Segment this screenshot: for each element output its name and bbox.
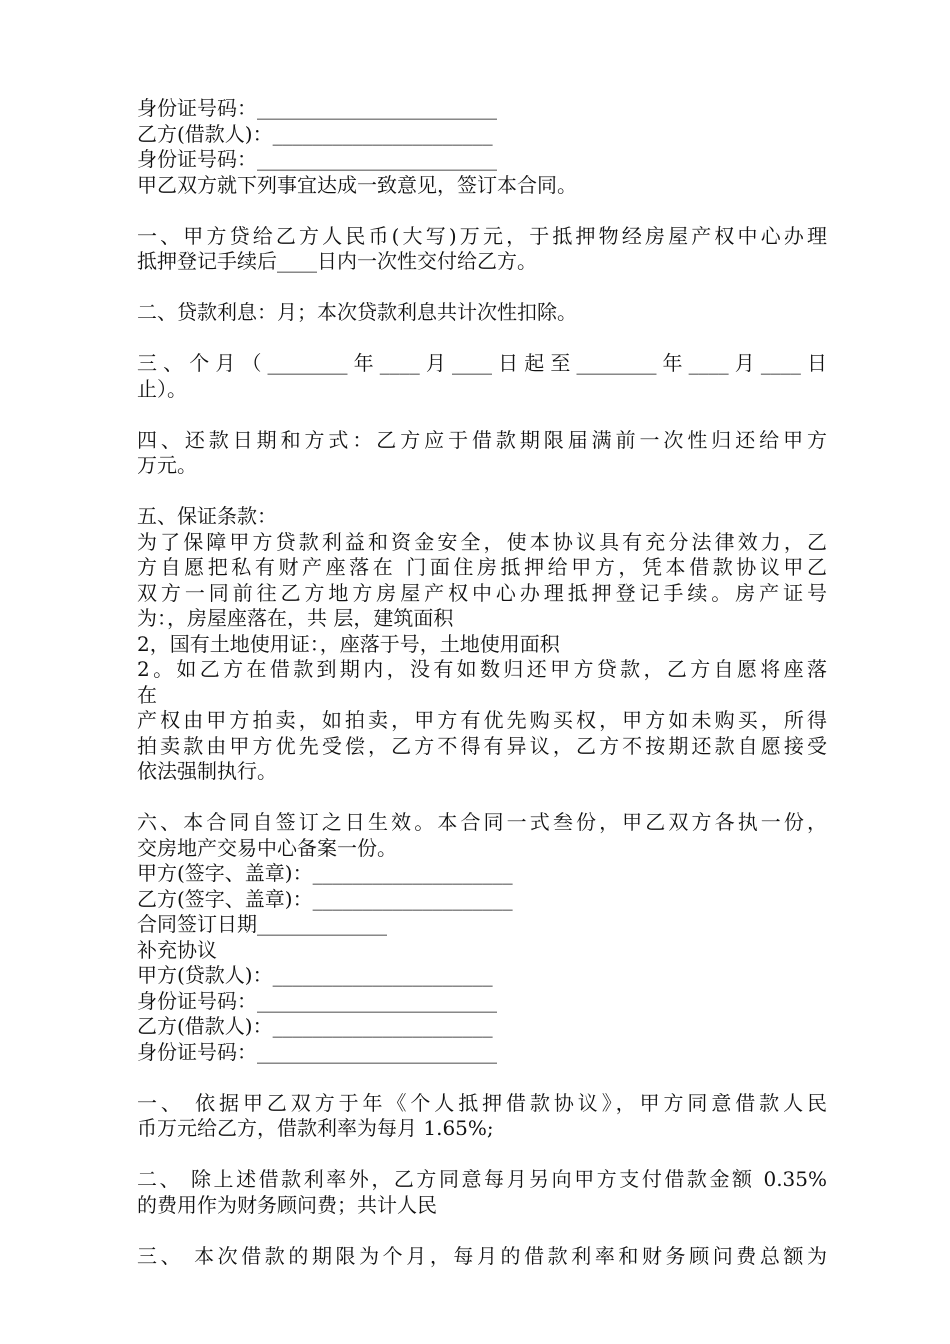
text-line: 在 bbox=[137, 682, 157, 707]
text-line: 甲方(贷款人)：______________________ bbox=[137, 963, 493, 987]
text-line: 一、甲方贷给乙方人民币(大写)万元，于抵押物经房屋产权中心办理 bbox=[137, 223, 827, 248]
text-line: 的费用作为财务顾问费；共计人民 bbox=[137, 1192, 437, 1217]
text-line: 拍卖款由甲方优先受偿，乙方不得有异议，乙方不按期还款自愿接受 bbox=[137, 733, 827, 758]
paragraph-gap bbox=[137, 1218, 827, 1244]
text-line: 止）。 bbox=[137, 376, 187, 401]
text-line: 六、本合同自签订之日生效。本合同一式叁份，甲乙双方各执一份， bbox=[137, 810, 827, 834]
text-line: 甲方(签字、盖章)：____________________ bbox=[137, 861, 513, 885]
text-line: 为了保障甲方贷款利益和资金安全，使本协议具有充分法律效力，乙 bbox=[137, 529, 827, 554]
paragraph-gap bbox=[137, 326, 827, 352]
paragraph-gap bbox=[137, 198, 827, 224]
text-line: 补充协议 bbox=[137, 937, 217, 962]
text-line: 为：，房屋座落在，共 层，建筑面积 bbox=[137, 606, 454, 630]
text-line: 币万元给乙方，借款利率为每月 1.65%; bbox=[137, 1116, 494, 1140]
text-line: 双方一同前往乙方地方房屋产权中心办理抵押登记手续。房产证号 bbox=[137, 580, 827, 605]
text-line: 身份证号码：________________________ bbox=[137, 96, 497, 120]
text-line: 身份证号码：________________________ bbox=[137, 1039, 497, 1064]
paragraph-gap bbox=[137, 785, 827, 811]
text-line: 五、保证条款： bbox=[137, 504, 277, 528]
text-line: 身份证号码：________________________ bbox=[137, 988, 497, 1013]
paragraph-gap bbox=[137, 275, 827, 301]
text-line: 交房地产交易中心备案一份。 bbox=[137, 835, 397, 860]
text-line: 合同签订日期_____________ bbox=[137, 912, 387, 936]
text-line: 方自愿把私有财产座落在 门面住房抵押给甲方，凭本借款协议甲乙 bbox=[137, 555, 827, 579]
text-line: 二、 除上述借款利率外，乙方同意每月另向甲方支付借款金额 0.35% bbox=[137, 1167, 827, 1191]
paragraph-gap bbox=[137, 1142, 827, 1168]
text-line: 一、 依据甲乙双方于年《个人抵押借款协议》，甲方同意借款人民 bbox=[137, 1090, 827, 1115]
paragraph-gap bbox=[137, 1065, 827, 1091]
text-line: 产权由甲方拍卖，如拍卖，甲方有优先购买权，甲方如未购买，所得 bbox=[137, 708, 827, 732]
text-line: 身份证号码：________________________ bbox=[137, 147, 497, 171]
paragraph-gap bbox=[137, 479, 827, 505]
text-line: 2，国有土地使用证：，座落于号，土地使用面积 bbox=[137, 631, 560, 656]
text-line: 依法强制执行。 bbox=[137, 759, 277, 783]
text-line: 万元。 bbox=[137, 453, 197, 477]
text-line: 乙方(借款人)：______________________ bbox=[137, 121, 493, 146]
text-line: 三、个月（________年____月____日起至________年____月____日 bbox=[137, 351, 827, 375]
text-line: 乙方(签字、盖章)：____________________ bbox=[137, 886, 513, 911]
text-line: 乙方(借款人)：______________________ bbox=[137, 1014, 493, 1038]
text-line: 二、贷款利息：月；本次贷款利息共计次性扣除。 bbox=[137, 300, 577, 324]
text-line: 三、 本次借款的期限为个月，每月的借款利率和财务顾问费总额为 bbox=[137, 1243, 827, 1268]
text-line: 四、还款日期和方式：乙方应于借款期限届满前一次性归还给甲方 bbox=[137, 427, 827, 452]
text-line: 抵押登记手续后____日内一次性交付给乙方。 bbox=[137, 249, 537, 273]
text-line: 2。如乙方在借款到期内，没有如数归还甲方贷款，乙方自愿将座落 bbox=[137, 657, 827, 681]
contract-text bbox=[137, 96, 827, 1269]
paragraph-gap bbox=[137, 402, 827, 428]
text-line: 甲乙双方就下列事宜达成一致意见，签订本合同。 bbox=[137, 172, 577, 197]
